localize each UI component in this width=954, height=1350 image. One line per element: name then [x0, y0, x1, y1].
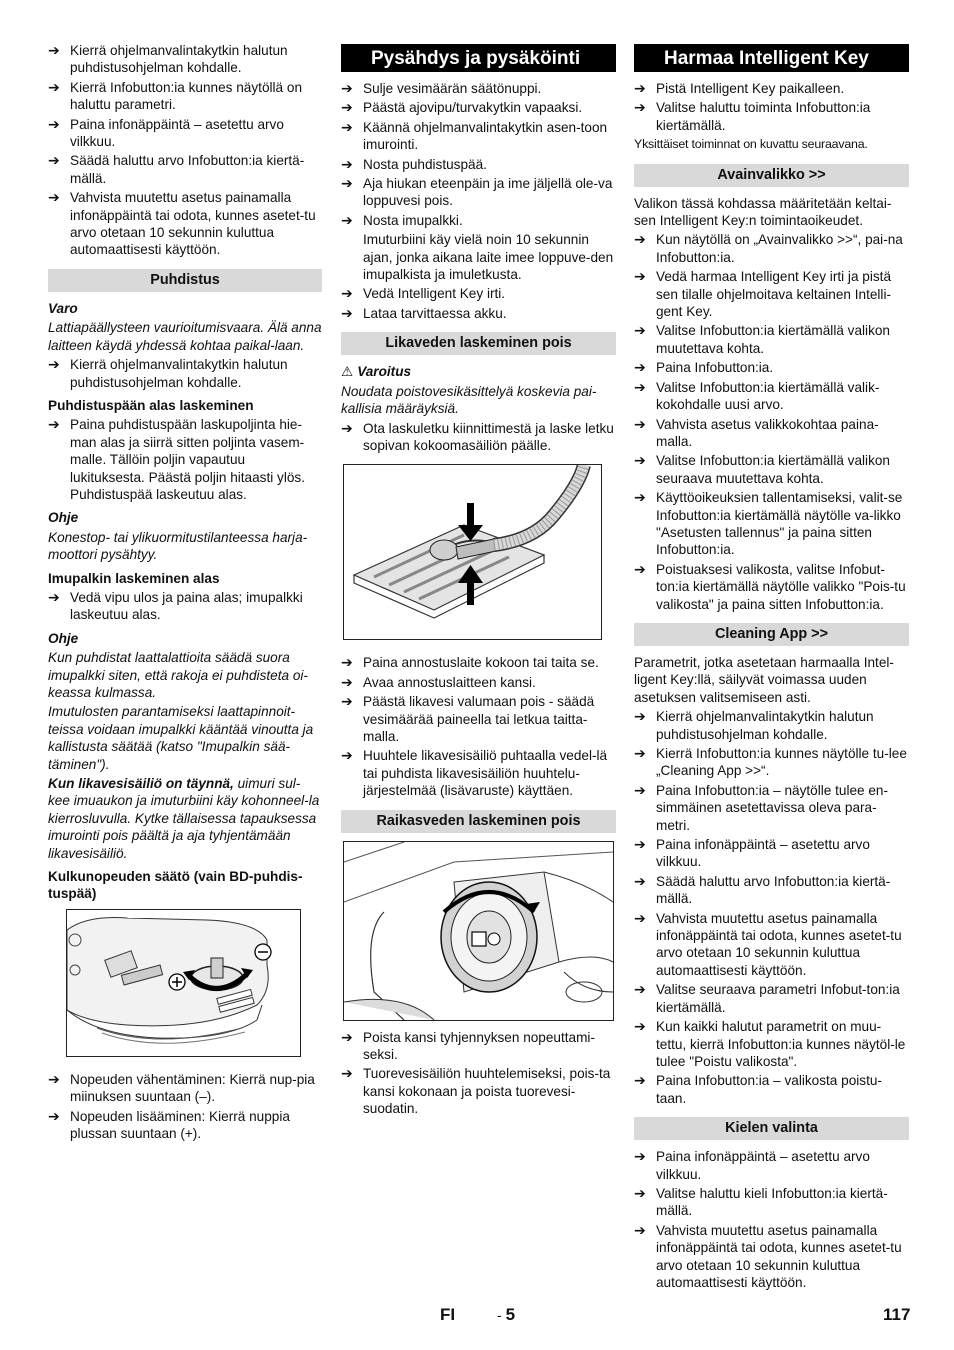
section-title-grey-key: Harmaa Intelligent Key: [634, 44, 909, 72]
arrow-icon: ➔: [341, 1028, 353, 1045]
note-text: [48, 775, 322, 862]
step-text: Päästä likavesi valumaan pois - säädä vesimäärää paineella tai letkua taitta-malla.: [363, 694, 595, 744]
arrow-icon: ➔: [634, 452, 646, 469]
fresh-water-cap-illustration: [343, 841, 614, 1021]
step-item: [341, 747, 616, 799]
subheading-suction-bar: Imupalkin laskeminen alas: [48, 570, 220, 586]
step-item: ➔ Paina puhdistuspään laskupoljinta hie-man alas ja siirrä sitten poljinta vasem-malle. Tällöin poljin vapautuu lukituksesta. Päästä poljin hitaasti ylös. Puhdistuspää laskeutuu alas.: [48, 416, 305, 502]
arrow-icon: ➔: [634, 560, 646, 577]
arrow-icon: ➔: [48, 78, 60, 95]
arrow-icon: ➔: [341, 99, 353, 116]
footer-section-page: [497, 1306, 515, 1324]
arrow-icon: ➔: [48, 189, 60, 206]
arrow-icon: ➔: [634, 415, 646, 432]
step-item: [634, 416, 909, 451]
section-heading-dirty-water: Likaveden laskeminen pois: [341, 332, 616, 355]
step-item: [634, 981, 909, 1016]
step-item: [634, 1222, 909, 1292]
step-text: Valitse haluttu toiminta Infobutton:ia kiertämällä.: [656, 100, 871, 133]
step-item: [341, 119, 616, 154]
step-list: [341, 654, 616, 799]
step-item: [341, 1029, 616, 1064]
step-text: Avaa annostuslaitteen kansi.: [363, 674, 536, 690]
step-text: Nosta puhdistuspää.: [363, 156, 487, 172]
step-text: Paina infonäppäintä – asetettu arvo vilkkuu.: [70, 116, 284, 150]
step-item: [341, 80, 616, 97]
step-list: [341, 285, 616, 322]
step-text: Säädä haluttu arvo Infobutton:ia kiertä-mällä.: [656, 873, 891, 907]
step-item: [341, 674, 616, 691]
arrow-icon: ➔: [634, 322, 646, 339]
arrow-icon: ➔: [341, 155, 353, 172]
step-item: [634, 1018, 909, 1070]
step-text: Kierrä ohjelmanvalintakytkin halutun puhdistusohjelman kohdalle.: [656, 709, 874, 742]
step-text: Säädä haluttu arvo Infobutton:ia kiertä-mällä.: [70, 153, 305, 186]
step-item: [341, 99, 616, 116]
arrow-icon: ➔: [634, 1221, 646, 1238]
step-item: [634, 231, 909, 266]
step-text: Kun näytöllä on „Avainvalikko >>“, pai-na Infobutton:ia.: [656, 232, 903, 265]
step-text: Lataa tarvittaessa akku.: [363, 305, 507, 321]
warning-label: ⚠ Varoitus: [341, 364, 412, 380]
arrow-icon: ➔: [634, 99, 646, 116]
drain-hose-drawing: [344, 465, 601, 639]
note-label: Ohje: [48, 630, 79, 646]
step-item: [48, 116, 322, 151]
step-text: Kierrä Infobutton:ia kunnes näytölle tu-lee „Cleaning App >>“.: [656, 746, 907, 779]
step-text: Sulje vesimäärän säätönuppi.: [363, 81, 542, 96]
fresh-water-cap-drawing: [344, 842, 613, 1020]
step-item: [341, 175, 616, 210]
step-item: [634, 782, 909, 834]
step-item: [634, 1072, 909, 1107]
speed-knob-illustration: [66, 909, 301, 1057]
step-item: [634, 745, 909, 780]
step-item: [634, 80, 909, 97]
step-item: ➔ Vedä vipu ulos ja paina alas; imupalkki laskeutuu alas.: [48, 588, 303, 623]
step-text: Valitse Infobutton:ia kiertämällä valik-kokohdalle uusi arvo.: [656, 379, 880, 413]
step-text: Käännä ohjelmanvalintakytkin asen-toon imurointi.: [363, 119, 608, 153]
cleaning-app-intro: Parametrit, jotka asetetaan harmaalla Intel-ligent Key:llä, säilyvät voimassa uuden asetuksen valitsemiseen asti.: [634, 654, 894, 705]
arrow-icon: ➔: [634, 1018, 646, 1035]
step-text: Nopeuden lisääminen: Kierrä nuppia plussan suuntaan (+).: [70, 1108, 290, 1142]
step-item: [48, 189, 322, 259]
step-text: Vahvista muutettu asetus painamalla infonäppäintä tai odota, kunnes asetet-tu arvo otetaan 10 sekunnin kuluttua automaattisesti käyttöön.: [656, 910, 902, 978]
warning-text: Noudata poistovesikäsittelyä koskevia pai-kallisia määräyksiä.: [341, 383, 597, 417]
step-item: [634, 873, 909, 908]
arrow-icon: ➔: [341, 304, 353, 321]
arrow-icon: ➔: [634, 781, 646, 798]
step-text: Poistuaksesi valikosta, valitse Infobut-ton:ia kiertämällä näytölle valikko "Pois-tu valikosta" ja paina sitten Infobutton:ia.: [656, 561, 906, 612]
step-list: [341, 80, 616, 229]
arrow-icon: ➔: [341, 419, 353, 436]
column-right: [634, 42, 909, 1293]
arrow-icon: ➔: [634, 1072, 646, 1089]
functions-note: Yksittäiset toiminnat on kuvattu seuraavana.: [634, 137, 868, 152]
arrow-icon: ➔: [48, 416, 60, 433]
step-list: [634, 1148, 909, 1291]
arrow-icon: ➔: [48, 356, 60, 373]
step-item: [634, 379, 909, 414]
step-item: [341, 212, 616, 229]
step-item: ➔ Kierrä ohjelmanvalintakytkin halutun puhdistusohjelman kohdalle.: [48, 356, 288, 390]
section-heading-language: Kielen valinta: [634, 1117, 909, 1140]
note-text: Imutulosten parantamiseksi laattapinnoit-teissa voidaan imupalkki kääntää vinoutta ja kallistusta säätää (katso "Imupalkin sää-täminen").: [48, 704, 314, 772]
step-list: [48, 42, 322, 259]
arrow-icon: ➔: [634, 359, 646, 376]
note-text-rest: uimuri sul-kee imuaukon ja imuturbiini käy kohonneel-la kierrosluvulla. Kytke tällaisessa tapauksessa imurointi pois päältä ja aja tyhjentämään likavesisäiliö.: [48, 776, 320, 861]
step-text: Kun kaikki halutut parametrit on muu-tettu, kierrä Infobutton:ia kunnes näytöl-le tulee "Poistu valikosta".: [656, 1019, 906, 1069]
step-text: Aja hiukan eteenpäin ja ime jäljellä ole-va loppuvesi pois.: [363, 176, 613, 209]
step-text: Käyttöoikeuksien tallentamiseksi, valit-se Infobutton:ia kiertämällä näytölle va-likko "Asetusten tallennus" ja paina sitten Infobutton:ia.: [656, 490, 903, 558]
step-text: Poista kansi tyhjennyksen nopeuttami-seksi.: [363, 1029, 595, 1062]
step-text: Huuhtele likavesisäiliö puhtaalla vedel-lä tai puhdista likavesisäiliön huuhtelu-järjestelmää (lisävaruste) käyttäen.: [363, 748, 608, 799]
step-text: Valitse Infobutton:ia kiertämällä valikon muutettava kohta.: [656, 323, 890, 356]
step-item: ➔ Ota laskuletku kiinnittimestä ja laske letku sopivan kokoomasäiliön päälle.: [341, 419, 614, 453]
step-text: Nopeuden vähentäminen: Kierrä nup-pia miinuksen suuntaan (–).: [70, 1071, 315, 1105]
note-text: Kun puhdistat laattalattioita säädä suora imupalkki siten, että rakoja ei puhdisteta oi-keassa kulmassa.: [48, 650, 308, 700]
arrow-icon: ➔: [341, 693, 353, 710]
arrow-icon: ➔: [341, 80, 353, 96]
subheading-speed: Kulkunopeuden säätö (vain BD-puhdis-tuspää): [48, 869, 303, 902]
step-item: [341, 156, 616, 173]
section-heading-cleaning-app: Cleaning App >>: [634, 623, 909, 646]
arrow-icon: ➔: [634, 1184, 646, 1201]
step-item: [341, 693, 616, 745]
note-text: Konestop- tai ylikuormitustilanteessa harja-moottori pysähtyy.: [48, 529, 308, 563]
step-item: [634, 452, 909, 487]
step-text: Vahvista asetus valikkokohtaa paina-malla.: [656, 416, 879, 449]
note-emphasis: Kun likavesisäiliö on täynnä,: [48, 776, 234, 792]
step-text: Valitse seuraava parametri Infobut-ton:ia kiertämällä.: [656, 982, 900, 1015]
arrow-icon: ➔: [48, 1070, 60, 1087]
step-text: Tuorevesisäiliön huuhtelemiseksi, pois-ta kansi kokonaan ja poista tuorevesi-suodatin.: [363, 1066, 611, 1117]
step-text: Valitse haluttu kieli Infobutton:ia kiertä-mällä.: [656, 1185, 888, 1219]
step-text: Päästä ajovipu/turvakytkin vapaaksi.: [363, 100, 583, 116]
section-heading-key-menu: Avainvalikko >>: [634, 164, 909, 187]
step-text: Vahvista muutettu asetus painamalla infonäppäintä tai odota, kunnes asetet-tu arvo otetaan 10 sekunnin kuluttua automaattisesti käyttöön.: [70, 190, 316, 258]
arrow-icon: ➔: [48, 1107, 60, 1124]
arrow-icon: ➔: [634, 872, 646, 889]
step-item: [634, 489, 909, 559]
caution-text: Lattiapäällysteen vaurioitumisvaara. Älä anna laitteen käydä yhdessä kohtaa paikal-laan.: [48, 320, 322, 353]
arrow-icon: ➔: [341, 285, 353, 302]
arrow-icon: ➔: [341, 673, 353, 690]
step-item: [634, 836, 909, 871]
arrow-icon: ➔: [634, 1148, 646, 1165]
arrow-icon: ➔: [48, 115, 60, 132]
step-text: Vedä Intelligent Key irti.: [363, 286, 506, 302]
arrow-icon: ➔: [634, 231, 646, 248]
step-item: [634, 359, 909, 376]
step-item: [341, 1065, 616, 1117]
warning-triangle-icon: ⚠: [341, 364, 354, 380]
step-item: [48, 42, 322, 77]
step-item: [48, 1108, 322, 1143]
footer-section-number: 5: [505, 1305, 516, 1324]
step-item: [634, 708, 909, 743]
step-item: [48, 152, 322, 187]
step-item: [341, 285, 616, 302]
footer-dash: -: [497, 1307, 502, 1323]
step-text: Valitse Infobutton:ia kiertämällä valikon seuraava muutettava kohta.: [656, 453, 890, 486]
step-item: [341, 305, 616, 322]
machine-knob-drawing: [67, 910, 300, 1056]
arrow-icon: ➔: [341, 118, 353, 135]
step-text: Vahvista muutettu asetus painamalla infonäppäintä tai odota, kunnes asetet-tu arvo otetaan 10 sekunnin kuluttua automaattisesti käyttöön.: [656, 1222, 902, 1290]
arrow-icon: ➔: [341, 654, 353, 671]
arrow-icon: ➔: [341, 1065, 353, 1082]
step-text: Vedä harmaa Intelligent Key irti ja pistä sen tilalle ohjelmoitava keltainen Intelli-gent Key.: [656, 269, 892, 320]
step-item: [48, 79, 322, 114]
step-text: Kierrä Infobutton:ia kunnes näytöllä on haluttu parametri.: [70, 79, 303, 113]
step-text: Paina annostuslaite kokoon tai taita se.: [363, 655, 599, 671]
arrow-icon: ➔: [634, 745, 646, 761]
step-text: Paina infonäppäintä – asetettu arvo vilkkuu.: [656, 1149, 870, 1182]
arrow-icon: ➔: [48, 588, 60, 605]
caution-label: Varo: [48, 300, 78, 316]
section-heading-fresh-water: Raikasveden laskeminen pois: [341, 810, 616, 833]
step-item: [634, 99, 909, 134]
step-item: [634, 561, 909, 613]
step-text: Paina infonäppäintä – asetettu arvo vilkkuu.: [656, 837, 870, 870]
column-left: [48, 42, 322, 1145]
step-text: Nosta imupalkki.: [363, 212, 463, 228]
step-item: [634, 910, 909, 980]
step-item: [634, 1148, 909, 1183]
step-list: [634, 80, 909, 134]
footer-language-code: FI: [440, 1305, 456, 1324]
step-list: [48, 1071, 322, 1143]
arrow-icon: ➔: [634, 378, 646, 395]
step-item: [48, 1071, 322, 1106]
step-text: Kierrä ohjelmanvalintakytkin halutun puhdistusohjelman kohdalle.: [70, 43, 288, 76]
arrow-icon: ➔: [634, 708, 646, 725]
note-label: Ohje: [48, 510, 79, 526]
arrow-icon: ➔: [634, 489, 646, 506]
arrow-icon: ➔: [341, 175, 353, 192]
key-menu-intro: Valikon tässä kohdassa määritetään keltai-sen Intelligent Key:n toimintaoikeudet.: [634, 195, 892, 229]
arrow-icon: ➔: [634, 981, 646, 998]
section-title-stop-park: Pysähdys ja pysäköinti: [341, 44, 616, 72]
step-text: Paina Infobutton:ia – valikosta poistu-taan.: [656, 1073, 882, 1106]
subheading-lower-head: Puhdistuspään alas laskeminen: [48, 397, 254, 413]
arrow-icon: ➔: [634, 909, 646, 926]
drain-hose-illustration: [343, 464, 602, 640]
arrow-icon: ➔: [341, 747, 353, 764]
column-middle: [341, 42, 616, 1120]
arrow-icon: ➔: [634, 80, 646, 96]
step-item: [634, 268, 909, 320]
step-item: [634, 1185, 909, 1220]
footer-page-number: 117: [883, 1305, 911, 1324]
step-list: [634, 231, 909, 613]
step-list: [341, 1029, 616, 1118]
arrow-icon: ➔: [341, 211, 353, 228]
arrow-icon: ➔: [48, 42, 60, 58]
section-heading-puhdistus: Puhdistus: [48, 269, 322, 292]
step-text: Pistä Intelligent Key paikalleen.: [656, 81, 845, 96]
turbine-note: Imuturbiini käy vielä noin 10 sekunnin ajan, jonka aikana laite imee loppuve-den imupalkista ja imuletkusta.: [363, 232, 614, 283]
step-item: [341, 654, 616, 671]
arrow-icon: ➔: [634, 268, 646, 285]
arrow-icon: ➔: [48, 152, 60, 169]
arrow-icon: ➔: [634, 836, 646, 853]
step-list: [634, 708, 909, 1107]
step-text: Paina Infobutton:ia – näytölle tulee en-simmäinen asetettavissa oleva para-metri.: [656, 782, 889, 833]
step-text: Paina Infobutton:ia.: [656, 360, 774, 376]
step-item: [634, 322, 909, 357]
